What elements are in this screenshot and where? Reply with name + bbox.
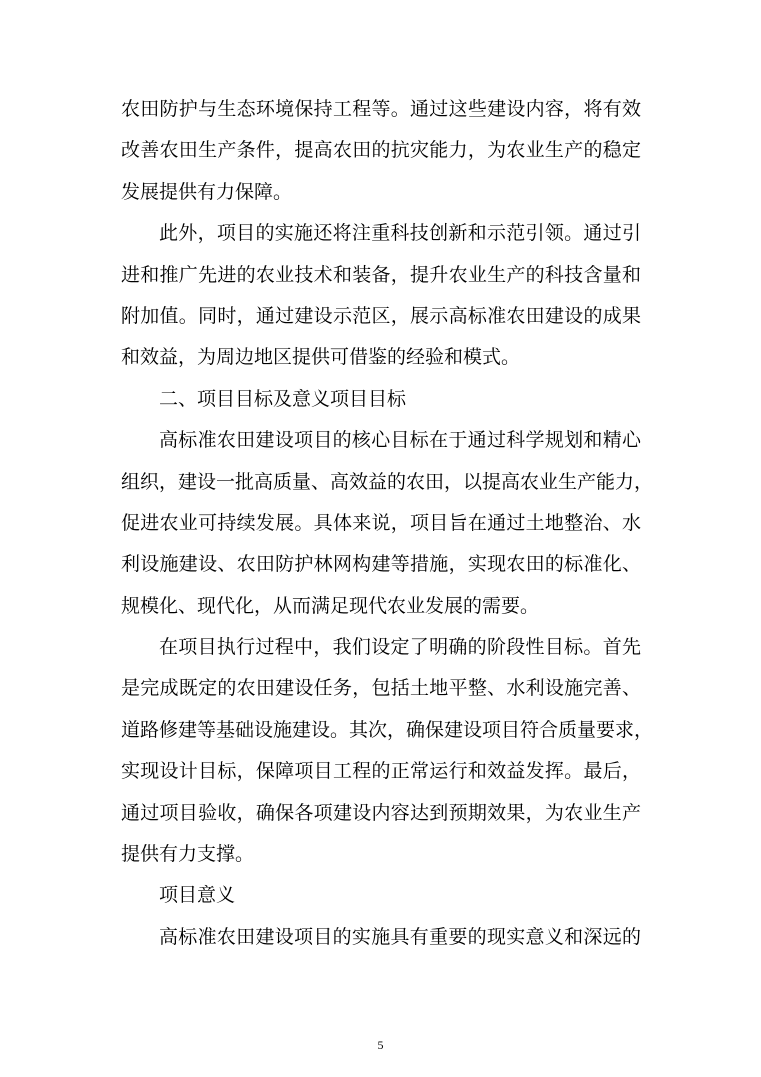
body-text-line: 发展提供有力保障。 [121, 180, 293, 203]
subsection-heading: 项目意义 [159, 884, 236, 907]
body-text-line: 进和推广先进的农业技术和装备，提升农业生产的科技含量和 [121, 263, 641, 286]
body-text-line: 利设施建设、农田防护林网构建等措施，实现农田的标准化、 [121, 553, 641, 576]
body-text-line: 在项目执行过程中，我们设定了明确的阶段性目标。首先 [159, 636, 641, 659]
body-text-line: 和效益，为周边地区提供可借鉴的经验和模式。 [121, 346, 521, 369]
body-text-line: 农田防护与生态环境保持工程等。通过这些建设内容，将有效 [121, 98, 641, 120]
page-number: 5 [377, 1038, 384, 1052]
body-text-line: 通过项目验收，确保各项建设内容达到预期效果，为农业生产 [121, 801, 641, 824]
section-heading: 二、项目目标及意义项目目标 [159, 387, 407, 410]
document-body [121, 89, 654, 958]
body-text-line: 此外，项目的实施还将注重科技创新和示范引领。通过引 [159, 222, 641, 245]
body-text-line: 改善农田生产条件，提高农田的抗灾能力，为农业生产的稳定 [121, 139, 641, 162]
body-text-line: 高标准农田建设项目的实施具有重要的现实意义和深远的 [159, 925, 641, 948]
body-text-line: 组织，建设一批高质量、高效益的农田，以提高农业生产能力， [121, 470, 654, 493]
body-text-line: 是完成既定的农田建设任务，包括土地平整、水利设施完善、 [121, 677, 641, 700]
body-text-line: 道路修建等基础设施建设。其次，确保建设项目符合质量要求， [121, 718, 654, 741]
body-text-line: 实现设计目标，保障项目工程的正常运行和效益发挥。最后， [121, 760, 641, 783]
body-text-line: 附加值。同时，通过建设示范区，展示高标准农田建设的成果 [121, 304, 641, 327]
body-text-line: 高标准农田建设项目的核心目标在于通过科学规划和精心 [159, 429, 641, 452]
body-text-line: 促进农业可持续发展。具体来说，项目旨在通过土地整治、水 [121, 511, 641, 534]
body-text-line: 规模化、现代化，从而满足现代农业发展的需要。 [121, 594, 540, 617]
body-text-line: 提供有力支撑。 [121, 843, 255, 866]
